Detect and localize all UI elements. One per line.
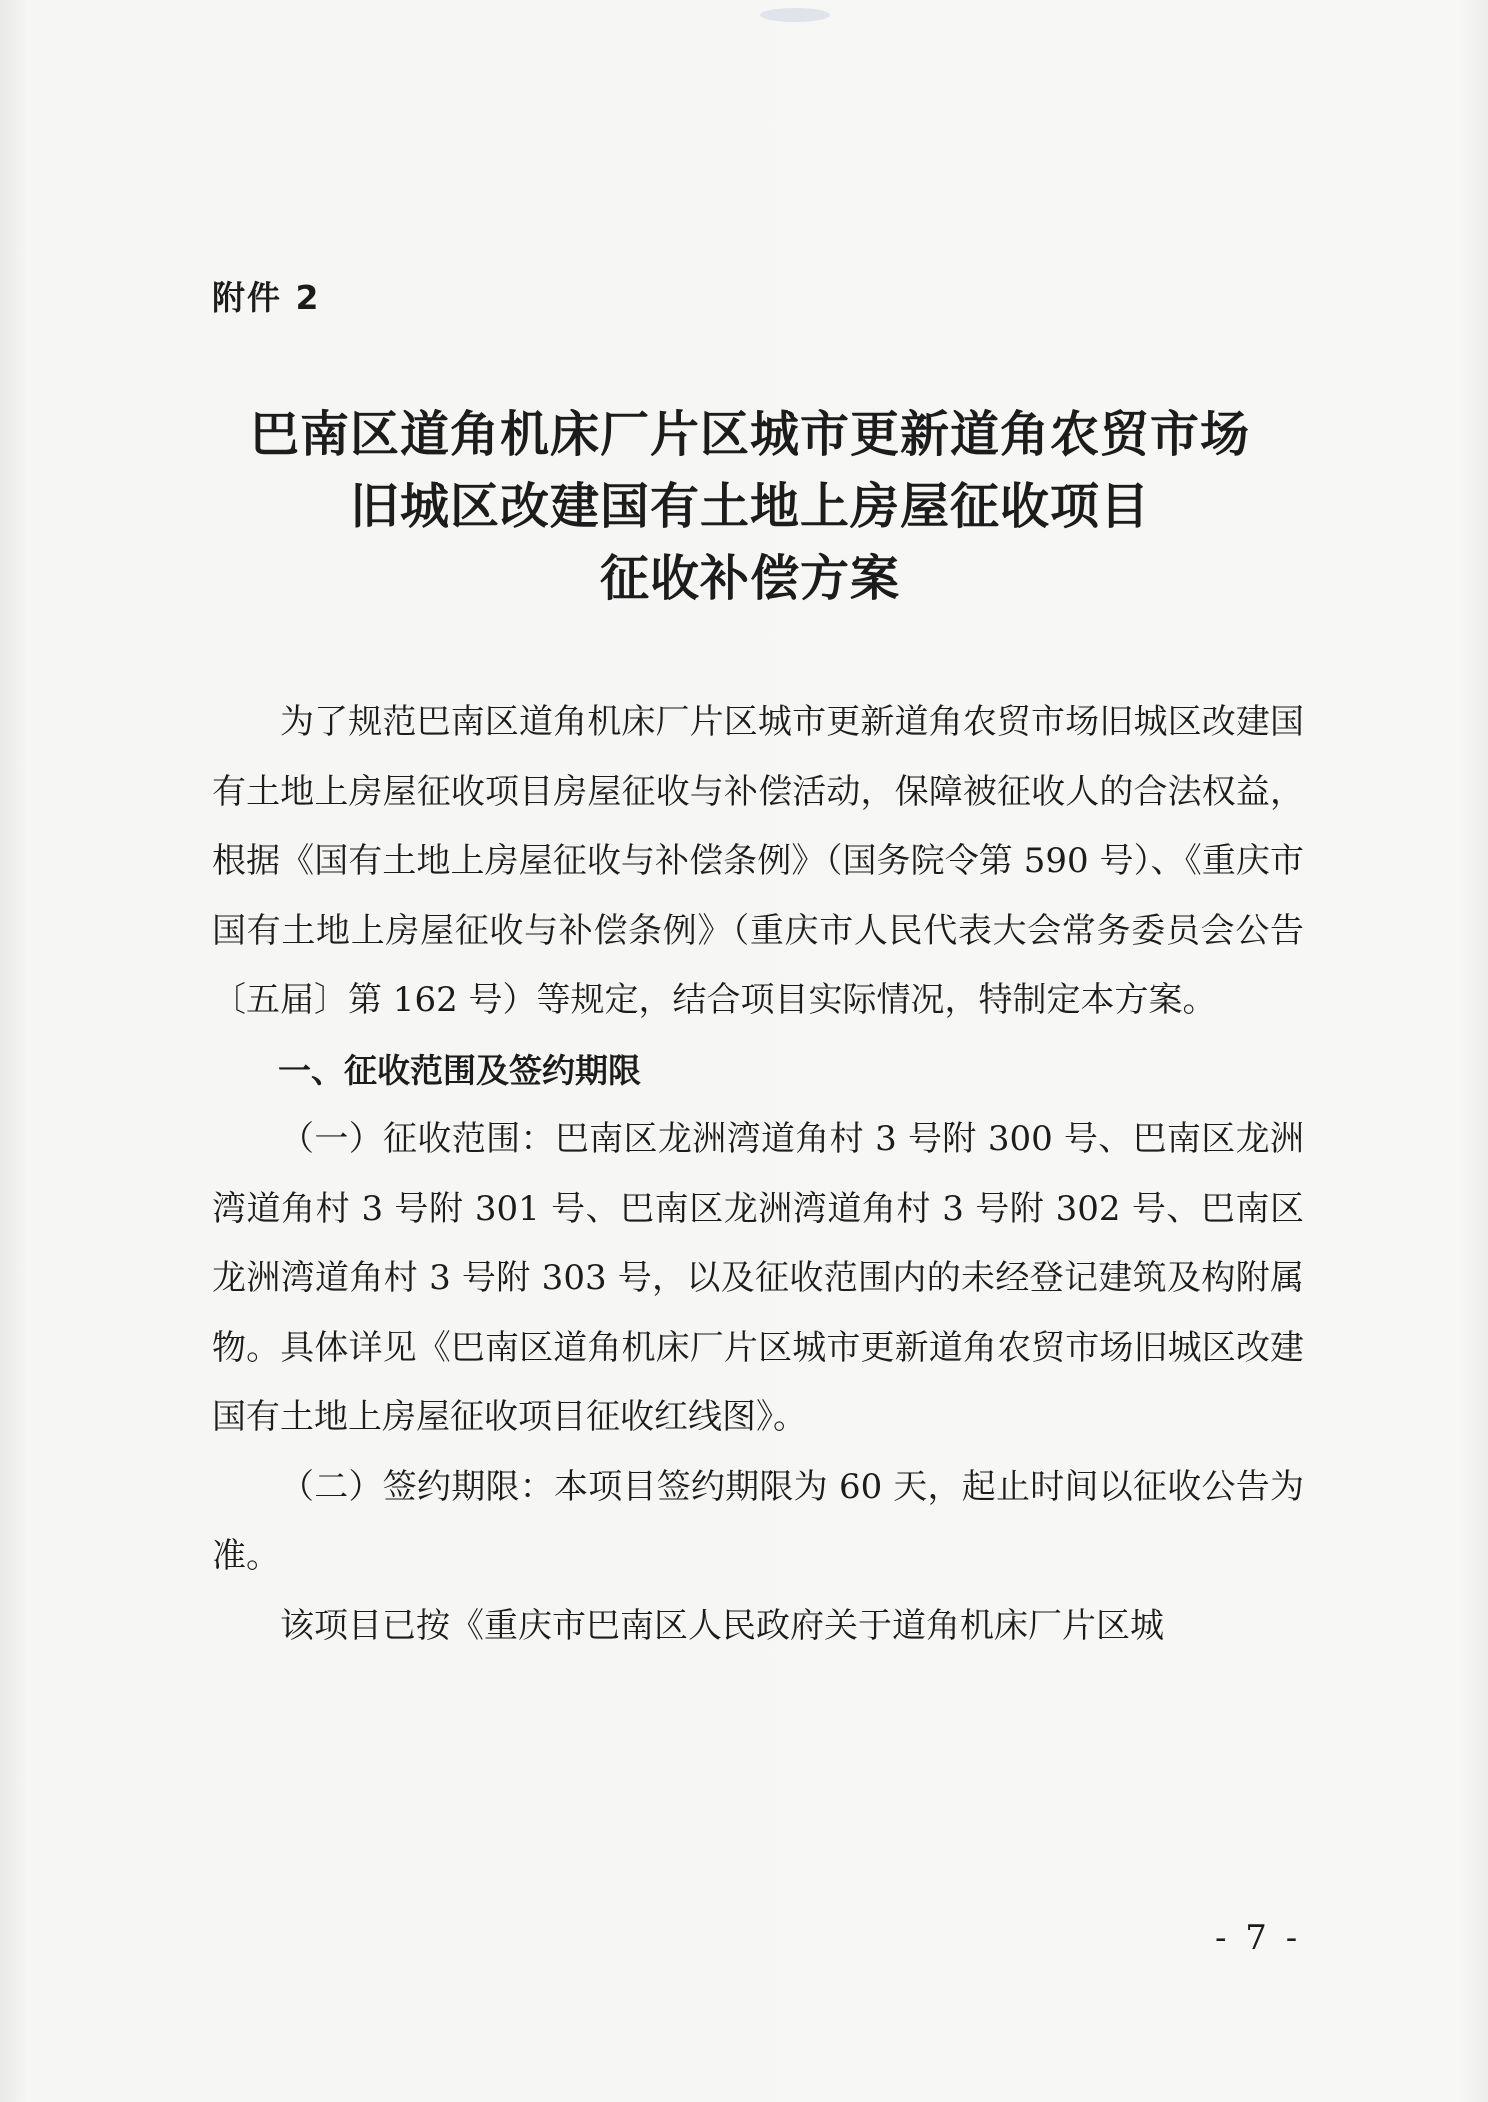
document-title [180,398,1320,614]
section-heading-1: 一、征收范围及签约期限 [278,1050,641,1090]
deadline-paragraph: （二）签约期限：本项目签约期限为 60 天，起止时间以征收公告为准。 [212,1466,1304,1576]
intro-paragraph: 为了规范巴南区道角机床厂片区城市更新道角农贸市场旧城区改建国有土地上房屋征收项目房屋征收与补偿活动，保障被征收人的合法权益，根据《国有土地上房屋征收与补偿条例》（国务院令第 590 号）、《重庆市国有土地上房屋征收与补偿条例》（重庆市人民代表大会常务委员会公告〔五届〕第 162 号）等规定，结合项目实际情况，特制定本方案。 [212,702,1304,1020]
title-line-2: 旧城区改建国有土地上房屋征收项目 [349,477,1150,535]
title-line-3: 征收补偿方案 [599,549,900,607]
attachment-label: 附件 2 [212,278,321,317]
page-number: - 7 - [1215,1918,1302,1958]
scope-paragraph: （一）征收范围：巴南区龙洲湾道角村 3 号附 300 号、巴南区龙洲湾道角村 3 号附 301 号、巴南区龙洲湾道角村 3 号附 302 号、巴南区龙洲湾道角村 3 号附 303 号，以及征收范围内的未经登记建筑及构附属物。具体详见《巴南区道角机床厂片区城市更新道角农贸市场旧城区改建国有土地上房屋征收项目征收红线图》。 [212,1119,1304,1437]
scan-speck [760,8,830,22]
title-line-1: 巴南区道角机床厂片区城市更新道角农贸市场 [249,405,1250,463]
document-body [212,688,1304,1661]
continuation-paragraph: 该项目已按《重庆市巴南区人民政府关于道角机床厂片区城 [280,1605,1164,1646]
